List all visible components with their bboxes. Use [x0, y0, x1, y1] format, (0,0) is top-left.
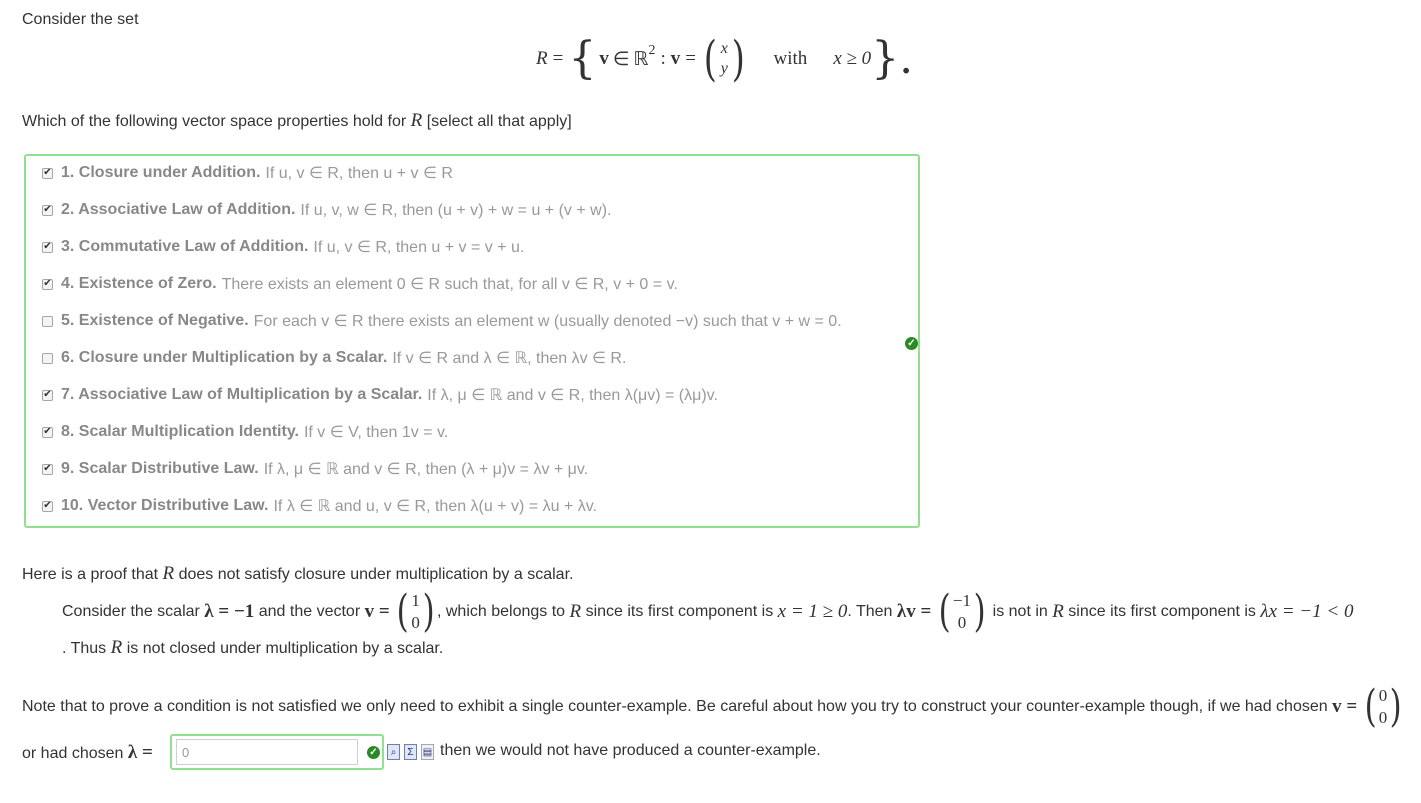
vector-top: 0	[1378, 686, 1388, 705]
option-text: If v ∈ V, then 1v = v.	[303, 424, 449, 441]
option-7[interactable]	[42, 383, 718, 407]
question-var: R	[410, 110, 423, 131]
proof-heading-after: does not satisfy closure under multiplication by a scalar.	[178, 566, 574, 583]
document-icon[interactable]: ▤	[421, 744, 434, 760]
option-text: If v ∈ R and λ ∈ ℝ, then λv ∈ R.	[392, 350, 627, 367]
lambda-v-eq: λv =	[896, 601, 932, 622]
dimension: 2	[648, 43, 656, 58]
vector-neg1-0	[953, 590, 971, 634]
proof-heading	[22, 563, 573, 585]
component-y: y	[720, 60, 728, 77]
option-2[interactable]	[42, 198, 611, 222]
proof-p7: since its first component is	[1068, 603, 1256, 620]
element-of: ∈	[612, 48, 630, 70]
question-after: [select all that apply]	[426, 113, 572, 130]
answer-lambda-eq: λ =	[127, 742, 153, 763]
intro-text: Consider the set	[22, 11, 139, 28]
equals: =	[552, 48, 564, 69]
vector-top: −1	[952, 591, 972, 610]
column-vector	[721, 39, 728, 79]
option-5[interactable]	[42, 309, 842, 333]
checkbox[interactable]: ✔	[43, 167, 52, 178]
lambda-eq: λ = −1	[204, 601, 255, 622]
option-title: 2. Associative Law of Addition.	[61, 201, 296, 218]
option-6[interactable]	[42, 346, 626, 370]
vector-bottom: 0	[957, 613, 967, 632]
vector-0-0	[1379, 685, 1388, 729]
checkbox[interactable]: ✔	[43, 241, 52, 252]
option-title: 4. Existence of Zero.	[61, 275, 217, 292]
condition: x ≥ 0	[833, 48, 872, 69]
option-8[interactable]	[42, 420, 448, 444]
option-title: 10. Vector Distributive Law.	[61, 497, 269, 514]
with-word: with	[773, 48, 808, 69]
vector-bottom: 0	[1378, 708, 1388, 727]
close-brace: }.	[871, 33, 914, 84]
equation-editor-icon[interactable]: Σ	[404, 744, 417, 760]
left-paren: (	[396, 586, 409, 637]
right-paren: )	[973, 586, 986, 637]
proof-p5: . Then	[847, 603, 893, 620]
checkbox[interactable]: ✔	[43, 426, 52, 437]
checkbox[interactable]: ✔	[43, 278, 52, 289]
checkbox[interactable]	[42, 353, 53, 364]
right-paren: )	[731, 31, 745, 87]
option-title: 7. Associative Law of Multiplication by a Scalar.	[61, 386, 423, 403]
option-text: If λ, μ ∈ ℝ and v ∈ R, then λ(μv) = (λμ)v.	[427, 387, 718, 404]
note-v-eq: v =	[1332, 696, 1358, 717]
v-eq: v =	[364, 601, 390, 622]
right-paren: )	[422, 586, 435, 637]
lambda-input[interactable]	[176, 739, 358, 765]
answer-before: or had chosen	[22, 745, 124, 762]
proof-line2-b: is not closed under multiplication by a scalar.	[126, 640, 444, 657]
checkbox[interactable]	[42, 316, 53, 327]
option-title: 1. Closure under Addition.	[61, 164, 261, 181]
option-text: For each v ∈ R there exists an element w (usually denoted −v) such that v + w = 0.	[253, 313, 842, 330]
proof-p2: and the vector	[258, 603, 361, 620]
colon: :	[660, 48, 666, 69]
real-field: ℝ	[633, 48, 649, 70]
answer-after: then we would not have produced a counter-example.	[440, 742, 821, 759]
answer-prefix	[22, 742, 153, 764]
option-3[interactable]	[42, 235, 524, 259]
check-circle-icon: ✓	[905, 337, 918, 350]
note-text: Note that to prove a condition is not satisfied we only need to exhibit a single counter-example. Be careful about how you try to construct your counter-example though, if we had chosen	[22, 698, 1328, 715]
option-10[interactable]	[42, 494, 597, 518]
note-line	[22, 681, 1404, 733]
proof-line2-a: . Thus	[62, 640, 107, 657]
proof-heading-var: R	[162, 563, 175, 584]
proof-heading-before: Here is a proof that	[22, 566, 159, 583]
option-title: 9. Scalar Distributive Law.	[61, 460, 259, 477]
option-text: If u, v ∈ R, then u + v ∈ R	[265, 165, 453, 182]
option-title: 3. Commutative Law of Addition.	[61, 238, 309, 255]
set-name: R	[536, 48, 548, 69]
checkbox[interactable]: ✔	[43, 204, 52, 215]
vector-1-0	[411, 590, 420, 634]
left-paren: (	[703, 31, 717, 87]
set-definition	[536, 30, 913, 88]
checkbox[interactable]: ✔	[43, 389, 52, 400]
option-title: 6. Closure under Multiplication by a Scalar.	[61, 349, 388, 366]
question-text	[22, 110, 572, 132]
option-1[interactable]	[42, 161, 453, 185]
vector-bottom: 0	[411, 613, 420, 632]
option-text: If u, v, w ∈ R, then (u + v) + w = u + (v + w).	[300, 202, 612, 219]
option-4[interactable]	[42, 272, 678, 296]
option-text: If λ ∈ ℝ and u, v ∈ R, then λ(u + v) = λu + λv.	[273, 498, 597, 515]
proof-p3-var: R	[569, 601, 582, 622]
vector-v-2: v	[670, 48, 681, 69]
proof-p6: is not in	[992, 603, 1048, 620]
equals-2: =	[685, 48, 696, 69]
proof-p4: since its first component is	[585, 603, 774, 620]
lx-cond: λx = −1 < 0	[1260, 601, 1354, 622]
check-circle-icon: ✓	[367, 746, 380, 759]
preview-icon[interactable]: ⌕	[387, 744, 400, 760]
options-box	[24, 154, 920, 528]
answer-field	[170, 734, 384, 770]
vector-v: v	[599, 48, 609, 69]
checkbox[interactable]: ✔	[43, 500, 52, 511]
question-before: Which of the following vector space properties hold for	[22, 113, 407, 130]
component-x: x	[720, 40, 728, 57]
proof-line-1	[62, 586, 1354, 638]
proof-p3: , which belongs to	[436, 603, 566, 620]
proof-line-2	[62, 637, 443, 659]
open-brace: {	[568, 33, 597, 84]
vector-top: 1	[411, 591, 420, 610]
checkbox[interactable]: ✔	[43, 463, 52, 474]
option-text: If λ, μ ∈ ℝ and v ∈ R, then (λ + μ)v = λv + μv.	[263, 461, 589, 478]
right-paren: )	[1389, 681, 1402, 732]
option-title: 8. Scalar Multiplication Identity.	[61, 423, 299, 440]
option-title: 5. Existence of Negative.	[61, 312, 249, 329]
option-text: If u, v ∈ R, then u + v = v + u.	[313, 239, 525, 256]
proof-line2-var: R	[110, 637, 123, 658]
left-paren: (	[938, 586, 951, 637]
option-text: There exists an element 0 ∈ R such that, for all v ∈ R, v + 0 = v.	[221, 276, 678, 293]
option-9[interactable]	[42, 457, 588, 481]
x-cond: x = 1 ≥ 0	[777, 601, 848, 622]
proof-p6-var: R	[1052, 601, 1064, 622]
left-paren: (	[1364, 681, 1377, 732]
proof-p1: Consider the scalar	[62, 603, 200, 620]
